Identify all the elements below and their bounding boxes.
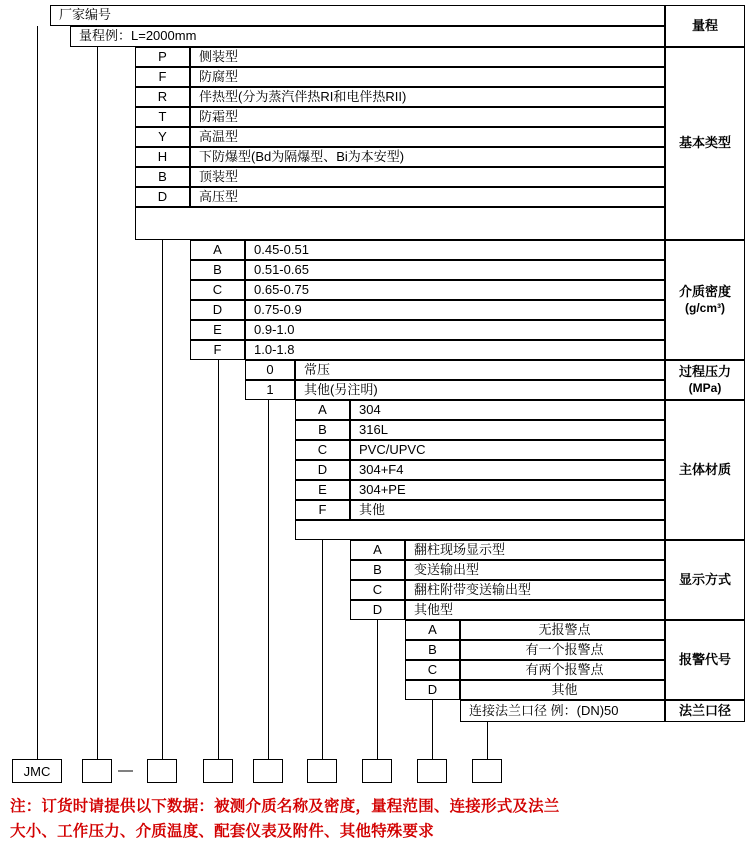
display-code-2: C (350, 580, 405, 600)
order-note-line1: 注：订货时请提供以下数据：被测介质名称及密度，量程范围、连接形式及法兰 (10, 798, 560, 815)
material-code-1: B (295, 420, 350, 440)
display-desc-2: 翻柱附带变送输出型 (405, 580, 665, 600)
basic-type-code-1: F (135, 67, 190, 87)
pressure-desc-1: 其他(另注明) (295, 380, 665, 400)
connector-line-material (322, 540, 323, 759)
code-box-basic-type (147, 759, 177, 783)
label-range: 量程 (665, 5, 745, 47)
code-box-flange (472, 759, 502, 783)
connector-line-basic (162, 240, 163, 759)
material-code-3: D (295, 460, 350, 480)
label-basic-type: 基本类型 (665, 47, 745, 240)
material-desc-5: 其他 (350, 500, 665, 520)
connector-line-alarm (432, 700, 433, 759)
connector-line-density (218, 360, 219, 759)
basic-type-code-5: H (135, 147, 190, 167)
pressure-code-1: 1 (245, 380, 295, 400)
basic-type-spacer (135, 207, 665, 240)
label-body-material: 主体材质 (665, 400, 745, 540)
density-code-3: D (190, 300, 245, 320)
basic-type-desc-7: 高压型 (190, 187, 665, 207)
pressure-desc-0: 常压 (295, 360, 665, 380)
alarm-code-2: C (405, 660, 460, 680)
material-code-5: F (295, 500, 350, 520)
density-code-0: A (190, 240, 245, 260)
basic-type-code-0: P (135, 47, 190, 67)
density-code-4: E (190, 320, 245, 340)
code-separator-dash: — (118, 762, 133, 779)
order-note-line2: 大小、工作压力、介质温度、配套仪表及附件、其他特殊要求 (10, 823, 434, 840)
density-desc-2: 0.65-0.75 (245, 280, 665, 300)
basic-type-code-3: T (135, 107, 190, 127)
code-box-density (203, 759, 233, 783)
material-code-0: A (295, 400, 350, 420)
row-range-example: 量程例：L=2000mm (70, 26, 665, 47)
alarm-desc-3: 其他 (460, 680, 665, 700)
basic-type-desc-6: 顶装型 (190, 167, 665, 187)
label-pressure-line2: (MPa) (688, 380, 722, 395)
basic-type-desc-3: 防霜型 (190, 107, 665, 127)
code-box-pressure (253, 759, 283, 783)
density-code-5: F (190, 340, 245, 360)
display-code-3: D (350, 600, 405, 620)
basic-type-desc-0: 侧装型 (190, 47, 665, 67)
basic-type-code-2: R (135, 87, 190, 107)
label-flange-dia: 法兰口径 (665, 700, 745, 722)
density-desc-3: 0.75-0.9 (245, 300, 665, 320)
label-pressure-line1: 过程压力 (678, 364, 731, 380)
label-density (665, 240, 745, 360)
alarm-desc-0: 无报警点 (460, 620, 665, 640)
label-alarm-code: 报警代号 (665, 620, 745, 700)
basic-type-desc-2: 伴热型(分为蒸汽伴热RI和电伴热RII) (190, 87, 665, 107)
basic-type-desc-4: 高温型 (190, 127, 665, 147)
density-desc-0: 0.45-0.51 (245, 240, 665, 260)
display-code-0: A (350, 540, 405, 560)
display-desc-0: 翻柱现场显示型 (405, 540, 665, 560)
code-box-display (362, 759, 392, 783)
connector-line-range (97, 47, 98, 759)
material-desc-4: 304+PE (350, 480, 665, 500)
alarm-code-3: D (405, 680, 460, 700)
material-desc-3: 304+F4 (350, 460, 665, 480)
material-desc-1: 316L (350, 420, 665, 440)
material-desc-2: PVC/UPVC (350, 440, 665, 460)
basic-type-desc-1: 防腐型 (190, 67, 665, 87)
label-density-line2: (g/cm³) (685, 301, 725, 316)
code-box-range (82, 759, 112, 783)
model-code-box: JMC (12, 759, 62, 783)
label-display-mode: 显示方式 (665, 540, 745, 620)
alarm-desc-1: 有一个报警点 (460, 640, 665, 660)
row-factory-number: 厂家编号 (50, 5, 665, 26)
basic-type-code-7: D (135, 187, 190, 207)
basic-type-desc-5: 下防爆型(Bd为隔爆型、Bi为本安型) (190, 147, 665, 167)
code-box-alarm (417, 759, 447, 783)
basic-type-code-4: Y (135, 127, 190, 147)
connector-line-flange (487, 722, 488, 759)
code-box-material (307, 759, 337, 783)
connector-line-display (377, 620, 378, 759)
flange-desc: 连接法兰口径 例：(DN)50 (460, 700, 665, 722)
material-desc-0: 304 (350, 400, 665, 420)
basic-type-code-6: B (135, 167, 190, 187)
display-code-1: B (350, 560, 405, 580)
density-code-1: B (190, 260, 245, 280)
display-desc-3: 其他型 (405, 600, 665, 620)
density-desc-1: 0.51-0.65 (245, 260, 665, 280)
alarm-code-0: A (405, 620, 460, 640)
alarm-desc-2: 有两个报警点 (460, 660, 665, 680)
material-spacer (295, 520, 665, 540)
display-desc-1: 变送输出型 (405, 560, 665, 580)
alarm-code-1: B (405, 640, 460, 660)
density-desc-4: 0.9-1.0 (245, 320, 665, 340)
density-code-2: C (190, 280, 245, 300)
pressure-code-0: 0 (245, 360, 295, 380)
label-density-line1: 介质密度 (678, 283, 731, 299)
material-code-4: E (295, 480, 350, 500)
material-code-2: C (295, 440, 350, 460)
connector-line-factory (37, 26, 38, 759)
label-pressure (665, 360, 745, 400)
connector-line-pressure (268, 400, 269, 759)
density-desc-5: 1.0-1.8 (245, 340, 665, 360)
